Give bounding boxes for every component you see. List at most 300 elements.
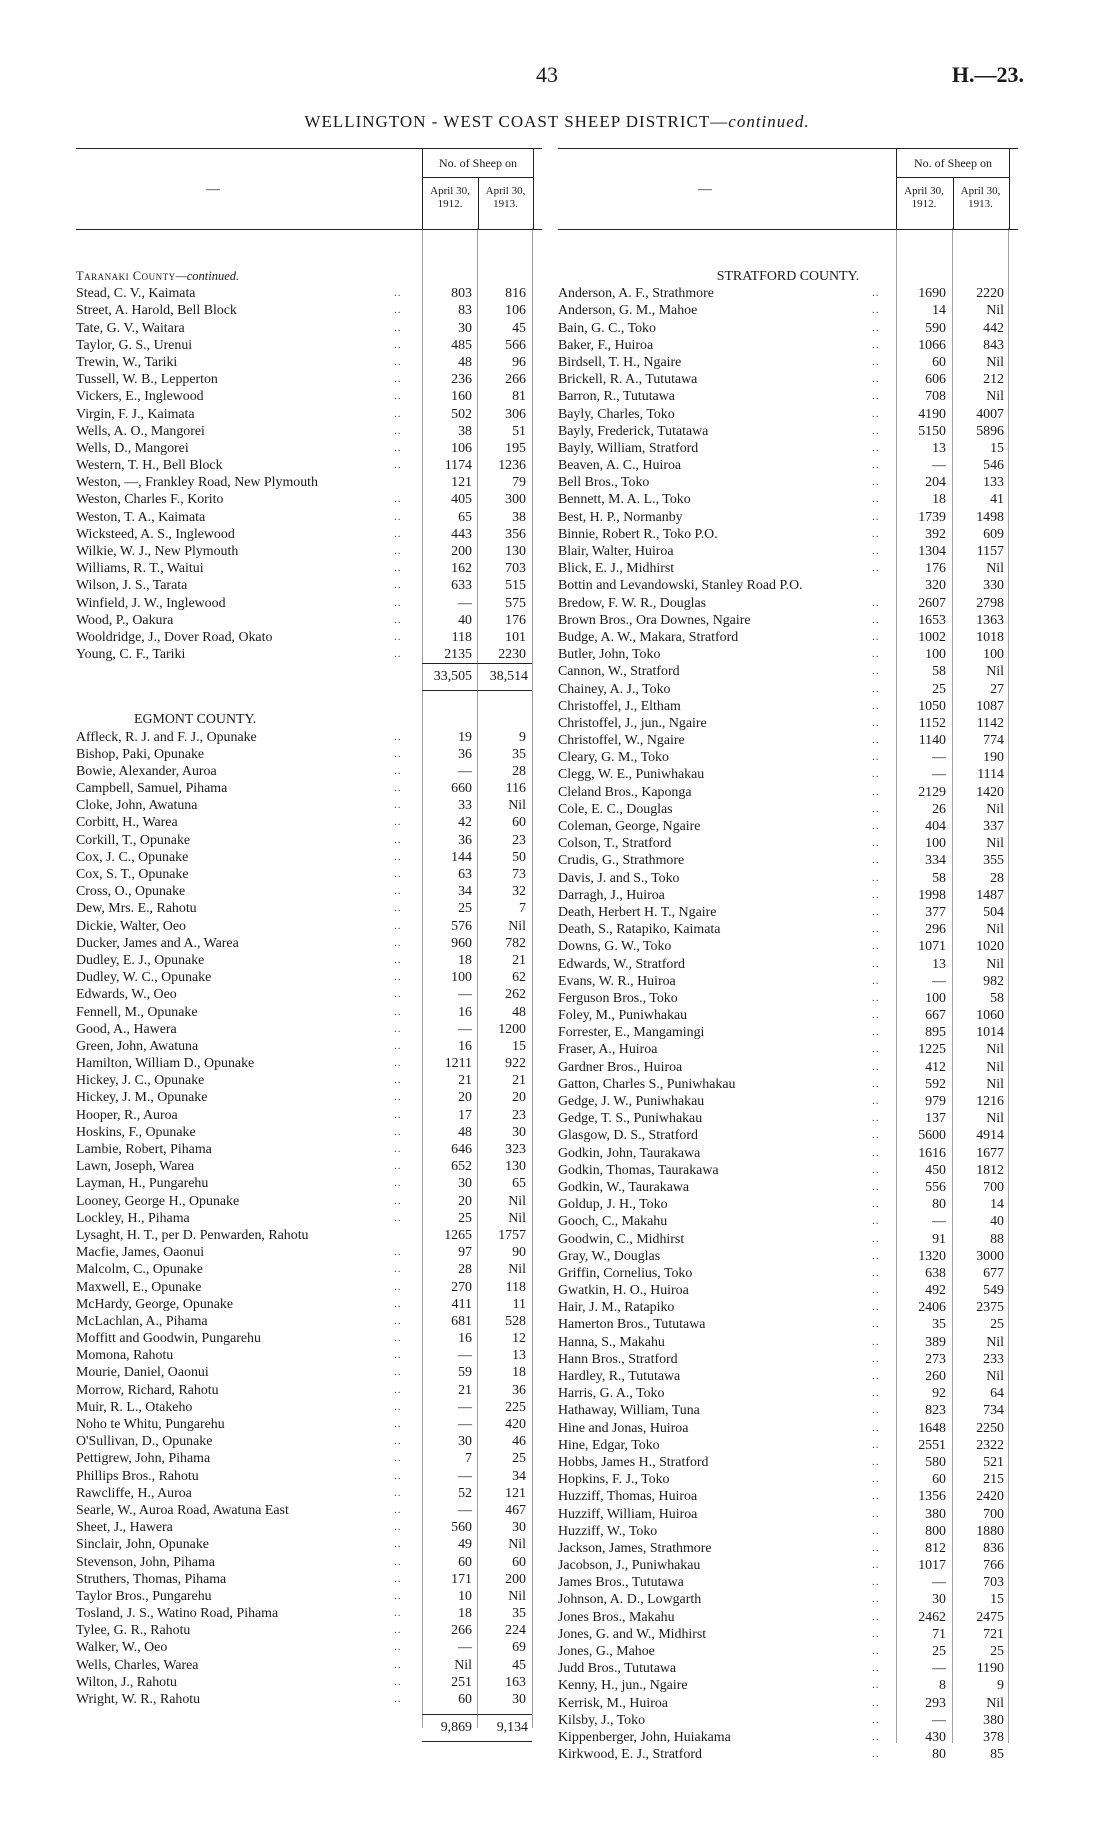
table-row	[558, 509, 1018, 526]
table-row	[76, 1021, 542, 1038]
leader-dots: ..	[394, 1538, 402, 1551]
sheep-count-1913: 190	[983, 750, 1004, 766]
table-row	[558, 818, 1018, 835]
table-row	[558, 457, 1018, 474]
table-row	[76, 1364, 542, 1381]
left-table-body	[76, 268, 542, 1742]
entry-name: Best, H. P., Normanby	[558, 509, 683, 525]
leader-dots: ..	[394, 459, 402, 472]
sheep-count-1913: 356	[505, 526, 526, 542]
sheep-count-1913: 515	[505, 578, 526, 594]
entry-name: Trewin, W., Tariki	[76, 354, 178, 370]
leader-dots: ..	[872, 1146, 880, 1159]
sheep-count-1912: 646	[451, 1142, 472, 1157]
table-row	[558, 1179, 1018, 1196]
sheep-count-1912: 19	[458, 729, 472, 745]
sheep-count-1912: 450	[925, 1162, 946, 1178]
sheep-count-1913: 1757	[498, 1227, 526, 1243]
leader-dots: ..	[872, 1679, 880, 1692]
table-row	[558, 870, 1018, 887]
leader-dots: ..	[872, 923, 880, 936]
table-row	[76, 526, 542, 543]
leader-dots: ..	[872, 304, 880, 317]
table-row	[76, 1158, 542, 1175]
sheep-count-1912: 296	[925, 922, 946, 938]
leader-dots: ..	[872, 1352, 880, 1365]
entry-name: Morrow, Richard, Rahotu	[76, 1382, 219, 1398]
sheep-count-1912: 502	[451, 406, 472, 422]
leader-dots: ..	[394, 1280, 402, 1293]
table-row	[76, 900, 542, 917]
leader-dots: ..	[872, 1627, 880, 1640]
table-row	[558, 1506, 1018, 1523]
table-row	[558, 904, 1018, 921]
entry-name: Fennell, M., Opunake	[76, 1004, 198, 1020]
table-row	[76, 491, 542, 508]
entry-name: Momona, Rahotu	[76, 1348, 174, 1364]
sheep-count-1913: 35	[512, 1606, 526, 1622]
entry-name: Gardner Bros., Huiroa	[558, 1059, 683, 1075]
sheep-count-1912: 895	[925, 1025, 946, 1041]
leader-dots: ..	[872, 751, 880, 764]
sheep-count-1913: 575	[505, 595, 526, 611]
sheep-count-1912: 92	[932, 1386, 946, 1402]
table-row	[76, 1330, 542, 1347]
table-row	[558, 1093, 1018, 1110]
sheep-count-1912: 42	[458, 815, 472, 831]
entry-name: Blick, E. J., Midhirst	[558, 561, 675, 577]
entry-name: Hann Bros., Stratford	[558, 1351, 678, 1367]
sheep-count-1912: 59	[458, 1365, 472, 1381]
sheep-count-header	[896, 149, 1010, 229]
leader-dots: ..	[394, 816, 402, 829]
entry-name: Jones, G. and W., Midhirst	[558, 1626, 707, 1642]
sheep-count-1913: 21	[512, 1073, 526, 1089]
sheep-count-1912: 26	[932, 801, 946, 817]
leader-dots: ..	[394, 1486, 402, 1499]
leader-dots: ..	[394, 1160, 402, 1173]
table-row	[558, 921, 1018, 938]
entry-name: Muir, R. L., Otakeho	[76, 1399, 193, 1415]
entry-name: Searle, W., Auroa Road, Awatuna East	[76, 1502, 289, 1518]
leader-dots: ..	[394, 562, 402, 575]
leader-dots: ..	[394, 988, 402, 1001]
sheep-count-1912: 800	[925, 1523, 946, 1539]
entry-name: Struthers, Thomas, Pihama	[76, 1571, 227, 1587]
leader-dots: ..	[872, 1421, 880, 1434]
sheep-count-1912: 80	[932, 1197, 946, 1213]
sheep-count-1913: Nil	[508, 798, 526, 814]
entry-name: Bennett, M. A. L., Toko	[558, 492, 691, 508]
table-row	[76, 1450, 542, 1467]
entry-name: Green, John, Awatuna	[76, 1038, 199, 1054]
sheep-count-1913: 224	[505, 1623, 526, 1639]
table-row	[558, 1695, 1018, 1712]
table-row	[558, 491, 1018, 508]
table-row	[76, 1605, 542, 1622]
entry-name: Brickell, R. A., Tututawa	[558, 372, 698, 388]
sheep-count-1913: Nil	[986, 836, 1004, 852]
sheep-count-1912: 681	[451, 1313, 472, 1329]
sheep-count-1913: 215	[983, 1472, 1004, 1488]
leader-dots: ..	[872, 630, 880, 643]
entry-name: Cleland Bros., Kaponga	[558, 784, 692, 800]
table-row	[76, 337, 542, 354]
table-row	[76, 1674, 542, 1691]
table-row	[76, 1657, 542, 1674]
leader-dots: ..	[872, 527, 880, 540]
entry-name: Cleary, G. M., Toko	[558, 750, 669, 766]
page-title	[0, 112, 1114, 132]
table-row	[558, 1746, 1018, 1763]
sheep-count-1913: 300	[505, 492, 526, 508]
sheep-count-1912: 485	[451, 337, 472, 353]
sheep-count-1913: 1142	[976, 715, 1004, 731]
table-row	[558, 646, 1018, 663]
table-row	[558, 1196, 1018, 1213]
sheep-count-1913: 133	[983, 475, 1004, 491]
sheep-count-1912: 606	[925, 372, 946, 388]
sheep-count-1912: 803	[451, 286, 472, 302]
sheep-count-1913: 922	[505, 1056, 526, 1072]
table-row	[76, 406, 542, 423]
table-row	[558, 302, 1018, 319]
sheep-count-1912: 430	[925, 1729, 946, 1745]
sheep-count-1913: 766	[983, 1558, 1004, 1574]
sheep-count-1913: 734	[983, 1403, 1004, 1419]
table-row	[76, 1055, 542, 1072]
sheep-count-1912: 412	[925, 1059, 946, 1075]
sheep-count-1913: 3000	[976, 1248, 1004, 1264]
entry-name: Judd Bros., Tututawa	[558, 1661, 677, 1677]
leader-dots: ..	[872, 1215, 880, 1228]
table-row	[558, 732, 1018, 749]
entry-name: Hine, Edgar, Toko	[558, 1437, 660, 1453]
table-row	[76, 1485, 542, 1502]
sheep-count-1913: Nil	[508, 1210, 526, 1226]
sheep-count-1913: 982	[983, 973, 1004, 989]
sheep-count-1913: 200	[505, 1571, 526, 1587]
sheep-count-1913: 121	[505, 1485, 526, 1501]
entry-name: Forrester, E., Mangamingi	[558, 1025, 705, 1041]
leader-dots: ..	[394, 1675, 402, 1688]
entry-name: Good, A., Hawera	[76, 1021, 177, 1037]
sheep-count-1913: Nil	[986, 1042, 1004, 1058]
sheep-count-1912: 16	[458, 1004, 472, 1020]
entry-name: Walker, W., Oeo	[76, 1640, 168, 1656]
leader-dots: ..	[872, 1455, 880, 1468]
sheep-count-1912: 30	[932, 1592, 946, 1608]
leader-dots: ..	[872, 1266, 880, 1279]
leader-dots: ..	[872, 1524, 880, 1537]
leader-dots: ..	[394, 1194, 402, 1207]
sheep-count-1912: 590	[925, 320, 946, 336]
leader-dots: ..	[872, 1249, 880, 1262]
sheep-count-1913: 32	[512, 884, 526, 900]
sheep-count-1912: 176	[925, 561, 946, 577]
table-row	[558, 1660, 1018, 1677]
leader-dots: ..	[394, 868, 402, 880]
table-row	[76, 849, 542, 866]
entry-name: Vickers, E., Inglewood	[76, 389, 204, 405]
table-row	[558, 1368, 1018, 1385]
sheep-count-1913: 15	[990, 440, 1004, 456]
leader-dots: ..	[394, 1400, 402, 1413]
sheep-count-1912: 33	[458, 798, 472, 814]
sheep-count-1912: 34	[458, 884, 472, 900]
entry-name: Beaven, A. C., Huiroa	[558, 458, 682, 474]
sheep-count-1912: 334	[925, 853, 946, 869]
entry-name: Affleck, R. J. and F. J., Opunake	[76, 729, 257, 745]
entry-name: Huzziff, Thomas, Huiroa	[558, 1489, 698, 1505]
entry-name: Bishop, Paki, Opunake	[76, 746, 205, 762]
entry-name: Death, Herbert H. T., Ngaire	[558, 904, 717, 920]
entry-name: Downs, G. W., Toko	[558, 939, 672, 955]
sheep-count-1912: 1320	[918, 1248, 946, 1264]
table-row	[558, 1385, 1018, 1402]
leader-dots: ..	[872, 837, 880, 850]
leader-dots: ..	[394, 1435, 402, 1448]
sheep-count-1912: 8	[939, 1678, 946, 1694]
table-row	[558, 440, 1018, 457]
entry-name: Anderson, A. F., Strathmore	[558, 286, 714, 302]
sheep-count-1912: 667	[925, 1008, 946, 1024]
leader-dots: ..	[872, 716, 880, 729]
sheep-count-1912: —	[932, 767, 946, 783]
table-row	[558, 577, 1018, 594]
sheep-count-1912: 273	[925, 1351, 946, 1367]
sheep-count-1912: 100	[925, 836, 946, 852]
sheep-count-1912: 35	[932, 1317, 946, 1333]
sheep-count-1912: —	[932, 458, 946, 474]
table-row	[76, 1588, 542, 1605]
sheep-count-1913: 2420	[976, 1489, 1004, 1505]
entry-name: Layman, H., Pungarehu	[76, 1176, 209, 1192]
sheep-count-1912: 7	[465, 1451, 472, 1467]
sheep-count-1912: 60	[932, 1472, 946, 1488]
sheep-count-1913: 1216	[976, 1094, 1004, 1109]
leader-dots: ..	[872, 1593, 880, 1606]
leader-dots: ..	[872, 596, 880, 609]
entry-name: Macfie, James, Oaonui	[76, 1245, 205, 1261]
entry-name: Ferguson Bros., Toko	[558, 990, 678, 1006]
leader-dots: ..	[394, 1057, 402, 1070]
leader-dots: ..	[394, 424, 402, 437]
sheep-count-1912: 2551	[918, 1437, 946, 1453]
sheep-count-1913: 2475	[976, 1609, 1004, 1625]
table-row	[558, 1162, 1018, 1179]
table-row	[76, 1622, 542, 1639]
table-row	[76, 440, 542, 457]
sheep-count-1912: 160	[451, 389, 472, 405]
leader-dots: ..	[872, 1490, 880, 1503]
sheep-count-1912: 40	[458, 612, 472, 628]
page-title-continued: continued.	[728, 112, 810, 131]
sheep-count-header	[422, 149, 534, 229]
sheep-count-1913: 1157	[976, 544, 1004, 559]
sheep-count-1913: 700	[983, 1506, 1004, 1522]
sheep-count-1913: 116	[505, 781, 526, 797]
sheep-count-1912: 21	[458, 1073, 472, 1089]
sheep-count-1913: 1200	[498, 1021, 526, 1037]
left-table	[76, 148, 542, 1742]
entry-name: Kenny, H., jun., Ngaire	[558, 1678, 688, 1694]
sheep-count-1912: 52	[458, 1485, 472, 1501]
sheep-count-1912: 1648	[918, 1420, 946, 1436]
sheep-count-1912: 25	[932, 1644, 946, 1659]
leader-dots: ..	[394, 579, 402, 592]
entry-name: Crudis, G., Strathmore	[558, 853, 685, 869]
leader-dots: ..	[872, 287, 880, 300]
leader-dots: ..	[394, 1263, 402, 1276]
sheep-count-1913: 266	[505, 372, 526, 388]
total-1912: 33,505	[433, 669, 472, 685]
leader-dots: ..	[872, 1318, 880, 1331]
table-row	[76, 509, 542, 526]
leader-dots: ..	[394, 1177, 402, 1190]
leader-dots: ..	[872, 854, 880, 867]
leader-dots: ..	[872, 562, 880, 575]
sheep-count-1912: 2135	[444, 647, 472, 663]
entry-name: Cox, S. T., Opunake	[76, 867, 189, 882]
sheep-count-1912: 162	[451, 561, 472, 577]
entry-name: Hanna, S., Makahu	[558, 1334, 665, 1350]
table-row	[558, 1454, 1018, 1471]
sheep-count-1912: 80	[932, 1747, 946, 1763]
entry-name: Tosland, J. S., Watino Road, Pihama	[76, 1606, 279, 1622]
sheep-count-1913: Nil	[508, 1537, 526, 1553]
leader-dots: ..	[872, 1232, 880, 1245]
leader-dots: ..	[394, 1641, 402, 1654]
table-row	[76, 1639, 542, 1656]
leader-dots: ..	[872, 459, 880, 472]
entry-name: Kerrisk, M., Huiroa	[558, 1695, 668, 1711]
col-1912-header: April 30, 1912.	[430, 185, 470, 210]
sheep-count-1912: 18	[458, 1606, 472, 1622]
entry-name: Jackson, James, Strathmore	[558, 1540, 712, 1556]
section-heading-stratford: STRATFORD COUNTY.	[716, 269, 860, 284]
table-row	[558, 1127, 1018, 1144]
sheep-count-1913: 262	[505, 987, 526, 1003]
leader-dots: ..	[872, 1387, 880, 1400]
leader-dots: ..	[394, 1418, 402, 1430]
table-row	[76, 1502, 542, 1519]
table-row	[558, 1574, 1018, 1591]
sheep-count-1913: Nil	[986, 354, 1004, 370]
leader-dots: ..	[394, 1349, 402, 1362]
sheep-count-1912: 1304	[918, 544, 946, 559]
sheep-count-1913: 9	[997, 1678, 1004, 1694]
sheep-count-1913: Nil	[986, 922, 1004, 938]
sheep-count-1913: 28	[512, 763, 526, 779]
sheep-count-1912: 25	[458, 1210, 472, 1226]
sheep-count-1913: 677	[983, 1265, 1004, 1281]
leader-dots: ..	[872, 1610, 880, 1623]
sheep-count-1913: 106	[505, 303, 526, 319]
sheep-count-1912: 60	[458, 1554, 472, 1570]
sheep-count-1913: Nil	[508, 1588, 526, 1604]
leader-dots: ..	[872, 613, 880, 626]
leader-dots: ..	[872, 1748, 880, 1761]
sheep-count-1912: 2462	[918, 1609, 946, 1625]
entry-name: Wells, Charles, Warea	[76, 1657, 199, 1673]
table-row	[558, 749, 1018, 766]
right-table	[558, 148, 1018, 1763]
entry-name: Taylor Bros., Pungarehu	[76, 1588, 212, 1604]
entry-name: Hine and Jonas, Huiroa	[558, 1420, 689, 1436]
entry-name: Harris, G. A., Toko	[558, 1386, 665, 1402]
sheep-count-1913: 38	[512, 509, 526, 525]
sheep-count-1913: 9	[519, 729, 526, 745]
sheep-count-1913: 1812	[976, 1162, 1004, 1178]
leader-dots: ..	[394, 321, 402, 334]
table-row	[76, 1416, 542, 1433]
table-row	[558, 1712, 1018, 1729]
sheep-count-1913: 1880	[976, 1523, 1004, 1539]
leader-dots: ..	[394, 1297, 402, 1310]
table-row	[76, 1571, 542, 1588]
table-row	[76, 1519, 542, 1536]
leader-dots: ..	[872, 820, 880, 832]
table-row	[558, 1643, 1018, 1660]
table-row	[76, 577, 542, 594]
sheep-count-1912: 5150	[918, 423, 946, 439]
leader-dots: ..	[394, 747, 402, 760]
leader-dots: ..	[394, 287, 402, 300]
entry-name: O'Sullivan, D., Opunake	[76, 1434, 213, 1450]
table-row	[76, 918, 542, 935]
leader-dots: ..	[872, 905, 880, 918]
entry-name: McHardy, George, Opunake	[76, 1296, 233, 1312]
sheep-count-1912: 1690	[918, 286, 946, 302]
entry-name: Bayly, William, Stratford	[558, 440, 699, 456]
entry-name: Budge, A. W., Makara, Stratford	[558, 629, 739, 645]
leader-dots: ..	[872, 1009, 880, 1022]
leader-dots: ..	[394, 936, 402, 949]
sheep-count-1913: 7	[519, 901, 526, 917]
table-row	[76, 320, 542, 337]
leader-dots: ..	[872, 407, 880, 420]
sheep-count-1913: 45	[512, 1657, 526, 1673]
table-row	[76, 969, 542, 986]
leader-dots: ..	[872, 510, 880, 523]
leader-dots: ..	[872, 785, 880, 798]
leader-dots: ..	[872, 974, 880, 987]
sheep-count-1912: 106	[451, 440, 472, 456]
sheep-count-1912: 25	[932, 681, 946, 697]
entry-name: Williams, R. T., Waitui	[76, 561, 204, 577]
sheep-count-1913: 73	[512, 867, 526, 882]
sheep-count-1912: 1017	[918, 1558, 946, 1574]
table-row	[558, 1316, 1018, 1333]
sheep-count-1912: 100	[925, 990, 946, 1006]
sheep-count-1913: 85	[990, 1747, 1004, 1763]
table-row	[76, 1296, 542, 1313]
table-row	[558, 1677, 1018, 1694]
sheep-count-1912: 25	[458, 901, 472, 917]
sheep-count-1913: Nil	[986, 1059, 1004, 1075]
sheep-count-1913: 30	[512, 1692, 526, 1707]
sheep-count-1912: 200	[451, 544, 472, 559]
sheep-count-1912: 20	[458, 1090, 472, 1106]
sheep-count-1913: 378	[983, 1729, 1004, 1745]
leader-dots: ..	[872, 1404, 880, 1417]
sheep-count-1912: 30	[458, 1176, 472, 1192]
sheep-count-1913: 15	[512, 1038, 526, 1054]
entry-name: Godkin, John, Taurakawa	[558, 1145, 701, 1161]
sheep-count-1913: 1114	[977, 767, 1004, 783]
entry-name: Wright, W. R., Rahotu	[76, 1692, 201, 1707]
